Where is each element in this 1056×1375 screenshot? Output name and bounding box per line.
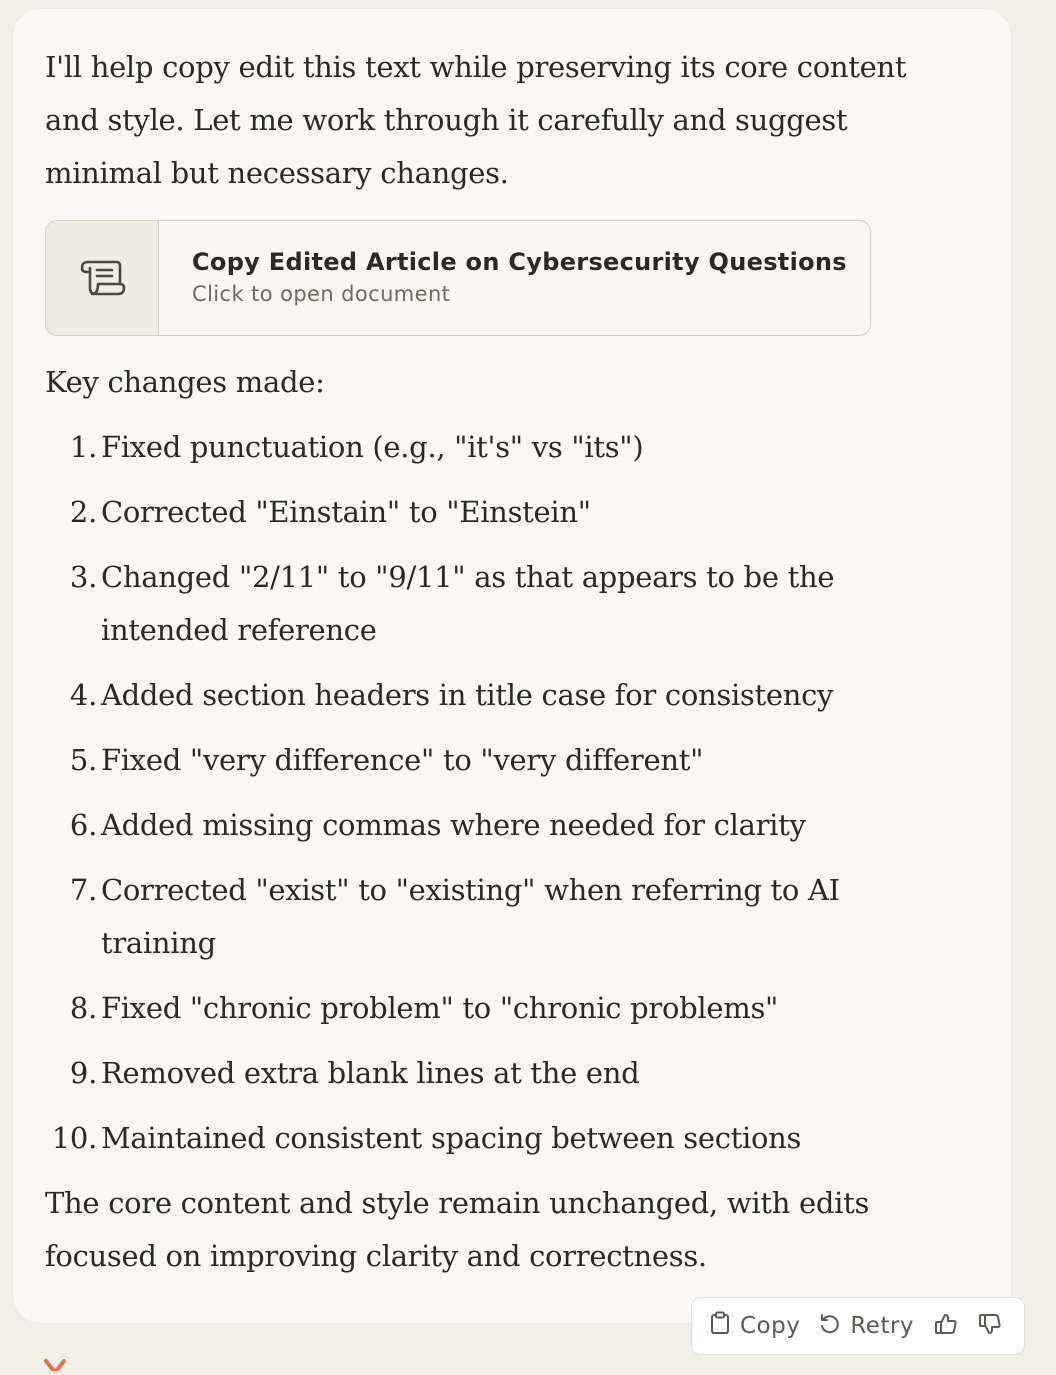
list-item	[45, 421, 945, 474]
list-item	[45, 1112, 945, 1165]
list-item-text: Maintained consistent spacing between sections	[101, 1121, 802, 1155]
intro-paragraph: I'll help copy edit this text while preserving its core content and style. Let me work through it carefully and suggest minimal but necessary changes.	[45, 50, 907, 190]
list-item-number: 5.	[69, 743, 97, 777]
clipboard-icon	[710, 1311, 730, 1341]
list-item	[45, 551, 945, 657]
list-item	[45, 864, 945, 970]
list-item-number: 10.	[51, 1121, 97, 1155]
artifact-subtitle: Click to open document	[192, 282, 451, 306]
list-item	[45, 734, 945, 787]
list-item-text: Changed "2/11" to "9/11" as that appears to be the intended reference	[101, 560, 835, 647]
list-item-number: 4.	[69, 678, 97, 712]
list-item-text: Fixed "chronic problem" to "chronic problems"	[101, 991, 779, 1025]
list-item-number: 3.	[69, 560, 97, 594]
thumbs-down-icon	[978, 1313, 1002, 1339]
list-item-number: 7.	[69, 873, 97, 907]
list-item	[45, 982, 945, 1035]
list-item-number: 1.	[69, 430, 97, 464]
list-item	[45, 486, 945, 539]
list-item	[45, 799, 945, 852]
message-content	[45, 41, 945, 1283]
list-item-number: 9.	[69, 1056, 97, 1090]
thumbs-down-button[interactable]	[978, 1313, 1002, 1339]
list-item-text: Corrected "Einstain" to "Einstein"	[101, 495, 591, 529]
message-actions-bar	[691, 1297, 1025, 1355]
list-item	[45, 1047, 945, 1100]
retry-button-label: Retry	[850, 1313, 915, 1339]
list-item-number: 2.	[69, 495, 97, 529]
artifact-icon-container	[46, 221, 159, 335]
list-item	[45, 669, 945, 722]
artifact-text	[159, 221, 847, 335]
retry-button[interactable]	[818, 1312, 914, 1340]
list-item-text: Fixed "very difference" to "very different"	[101, 743, 704, 777]
list-item-text: Fixed punctuation (e.g., "it's" vs "its")	[101, 430, 644, 464]
artifact-card[interactable]	[45, 220, 871, 336]
undo-arrow-icon	[818, 1312, 840, 1340]
closing-paragraph: The core content and style remain unchanged, with edits focused on improving clarity and correctness.	[45, 1186, 870, 1273]
scroll-document-icon	[78, 254, 126, 302]
list-item-text: Removed extra blank lines at the end	[101, 1056, 640, 1090]
changes-heading: Key changes made:	[45, 365, 325, 399]
list-item-text: Corrected "exist" to "existing" when referring to AI training	[101, 873, 840, 960]
assistant-message-card	[12, 8, 1012, 1324]
copy-button-label: Copy	[740, 1313, 801, 1339]
thumbs-up-icon	[934, 1313, 958, 1339]
artifact-title: Copy Edited Article on Cybersecurity Questions	[192, 248, 847, 276]
assistant-logo-icon	[40, 1356, 70, 1375]
thumbs-up-button[interactable]	[934, 1313, 958, 1339]
list-item-text: Added section headers in title case for consistency	[101, 678, 834, 712]
changes-list	[45, 421, 945, 1165]
list-item-number: 8.	[69, 991, 97, 1025]
list-item-number: 6.	[69, 808, 97, 842]
copy-button[interactable]	[710, 1311, 800, 1341]
list-item-text: Added missing commas where needed for clarity	[101, 808, 806, 842]
